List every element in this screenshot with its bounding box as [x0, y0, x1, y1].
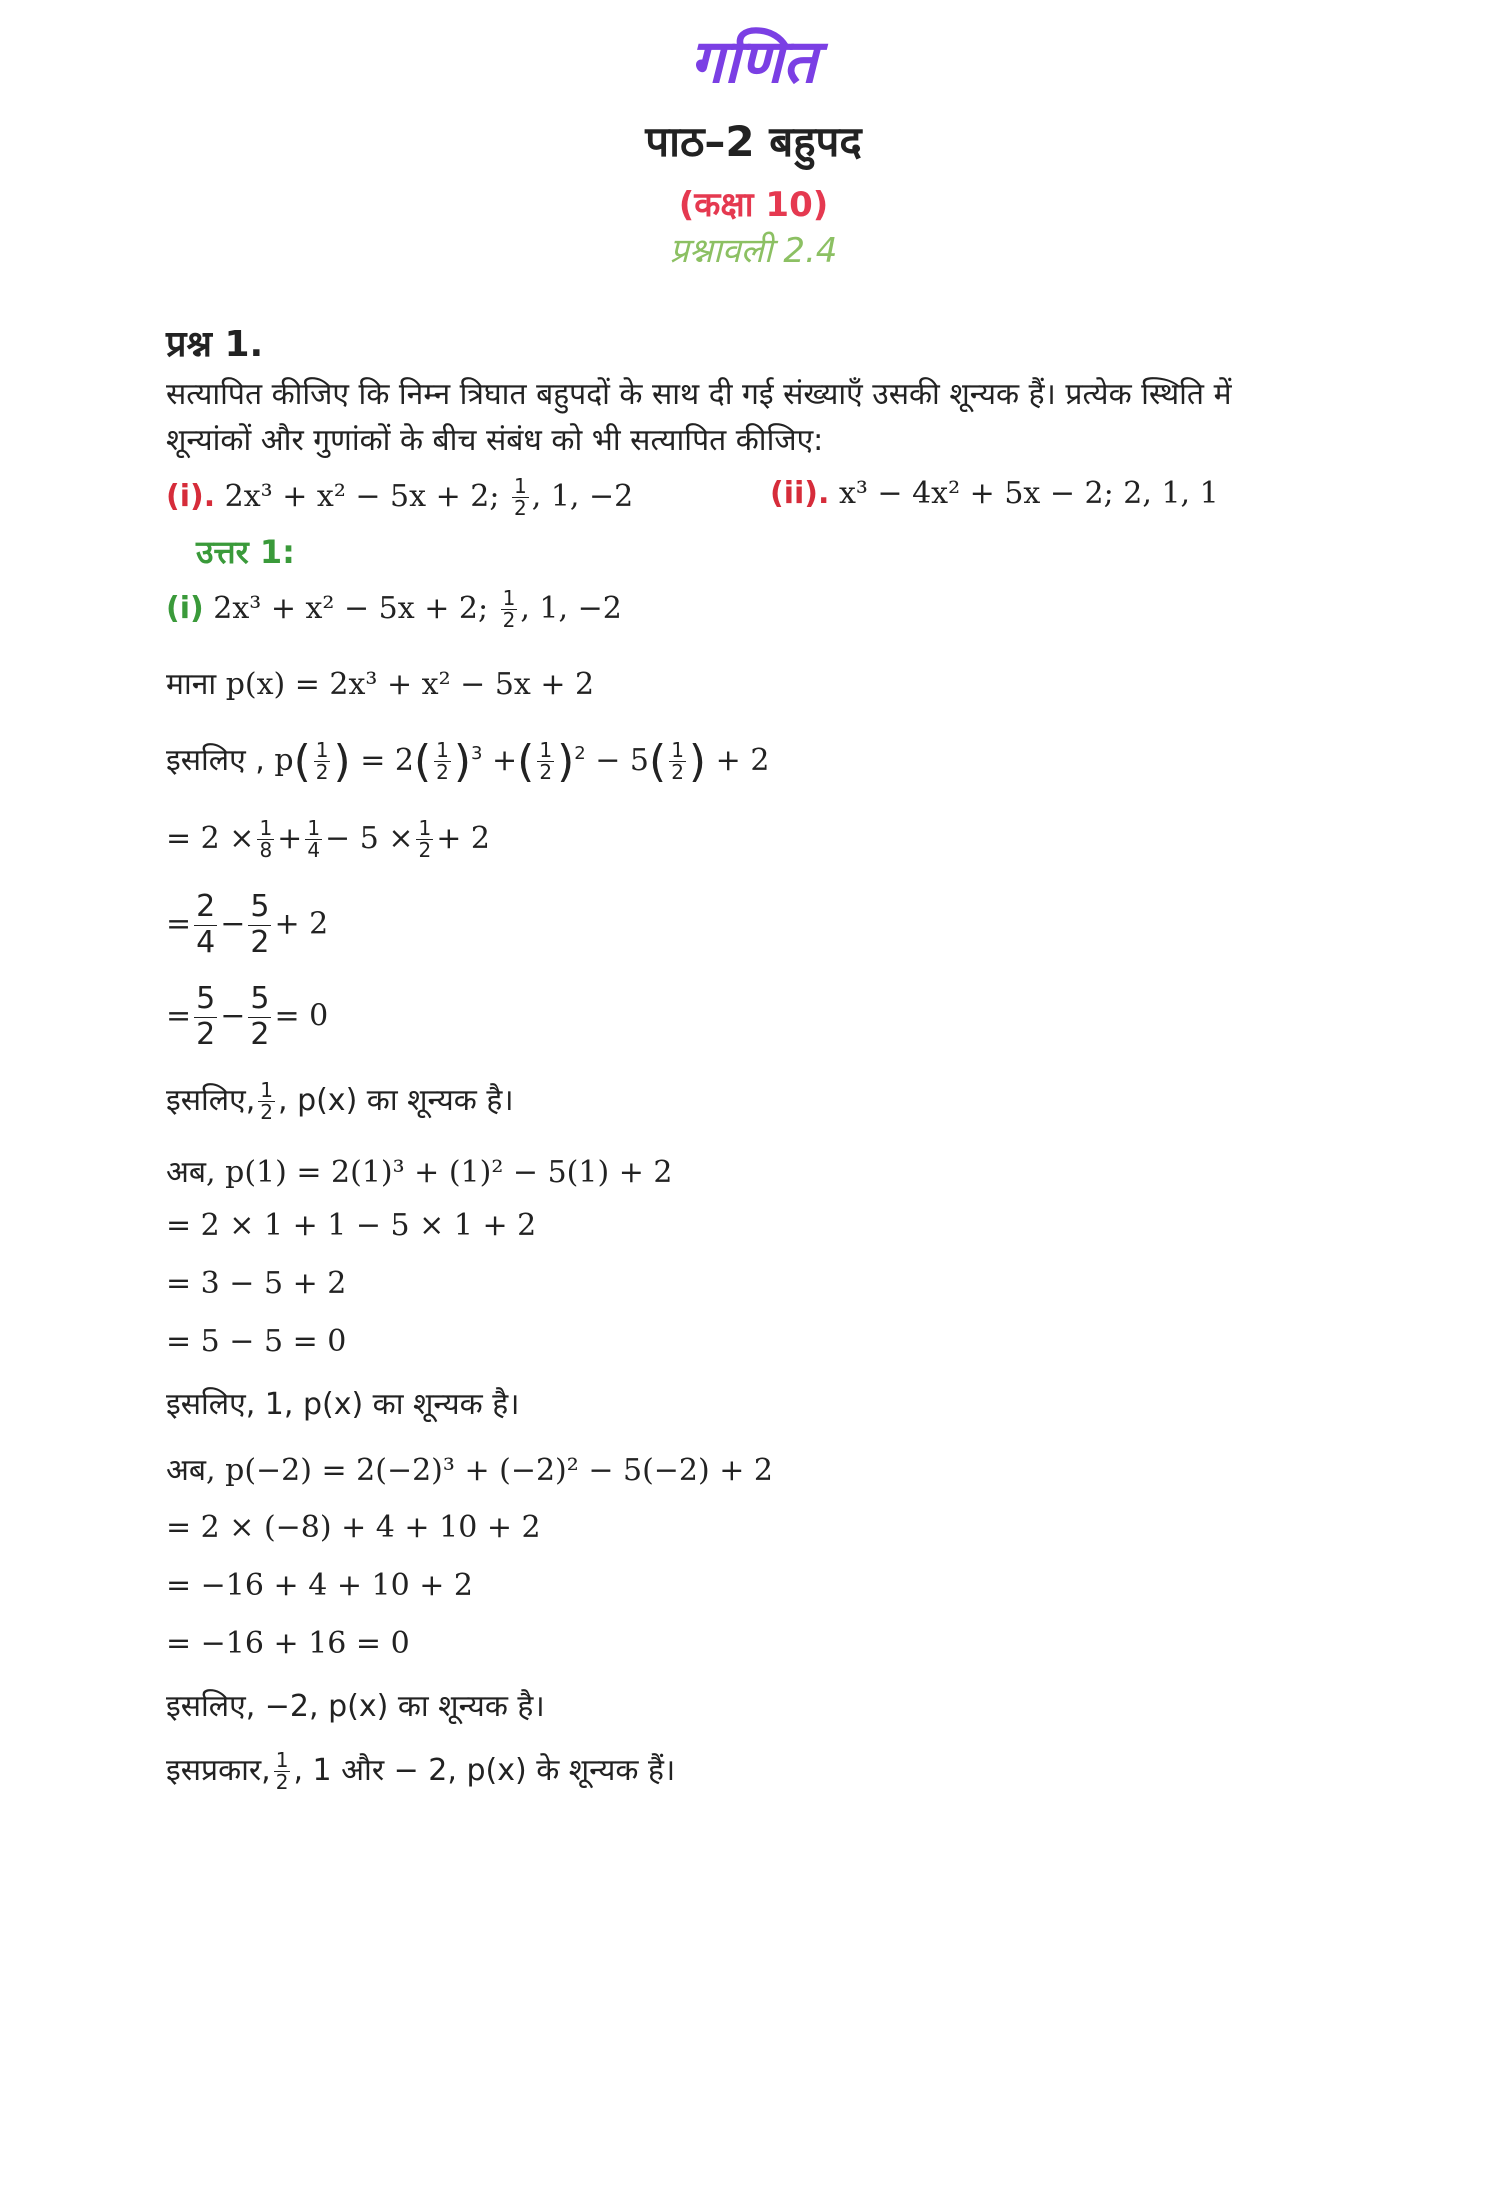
fraction-half: $\frac{1}{2}$	[539, 738, 553, 784]
calc-line-4: = 2 × (−8) + 4 + 10 + 2	[166, 1510, 541, 1545]
therefore-word: इसलिए ,	[166, 743, 265, 778]
step3-end: + 2	[274, 906, 329, 942]
fraction-half: $\frac{1}{2}$	[260, 1078, 273, 1124]
step1-minus5: − 5	[595, 743, 650, 778]
step4-line	[166, 982, 328, 1052]
fraction-five-halves: $\frac{5}{2}$	[250, 889, 270, 960]
conc1-b: p(x) का शून्यक है।	[297, 1083, 514, 1118]
step1-end: + 2	[715, 743, 770, 778]
final-b: , 1 और − 2, p(x) के शून्यक हैं।	[293, 1753, 676, 1788]
step2-d: + 2	[436, 821, 490, 856]
conclusion1-line: इसलिए, $\frac{1}{2}$ , p(x) का शून्यक है।	[166, 1078, 514, 1124]
now-p1-line: अब, p(1) = 2(1)³ + (1)² − 5(1) + 2	[166, 1155, 673, 1190]
subject-title: गणित	[690, 27, 817, 97]
calc-line-2: = 3 − 5 + 2	[166, 1266, 347, 1301]
exp-square: 2	[574, 743, 586, 764]
final-conclusion-line	[166, 1748, 675, 1793]
step4-end: = 0	[274, 998, 329, 1034]
calc-line-5: = −16 + 4 + 10 + 2	[166, 1568, 473, 1603]
step2-line	[166, 818, 490, 861]
answer-part-i	[166, 588, 622, 631]
fraction-half: $\frac{1}{2}$	[418, 816, 432, 862]
step2-c: − 5 ×	[325, 821, 414, 856]
exp-cube: 3	[471, 743, 483, 764]
fraction-half: $\frac{1}{2}$	[514, 474, 527, 520]
step4-minus: −	[220, 998, 246, 1034]
part-i-poly: 2x³ + x² − 5x + 2;	[224, 479, 500, 514]
let-line	[166, 662, 594, 703]
part-ii-text: x³ − 4x² + 5x − 2; 2, 1, 1	[838, 476, 1219, 511]
question-text-line1: सत्यापित कीजिए कि निम्न त्रिघात बहुपदों के साथ दी गई संख्याएँ उसकी शून्यक हैं। प्रत्येक स्थिति में	[166, 377, 1232, 412]
step1-eq: = 2	[360, 743, 414, 778]
question-part-ii	[770, 476, 1219, 511]
calc-line-3: = 5 − 5 = 0	[166, 1324, 347, 1359]
step3-minus: −	[220, 906, 246, 942]
step3-line	[166, 890, 328, 960]
conclusion3-line: इसलिए, −2, p(x) का शून्यक है।	[166, 1689, 545, 1724]
answer-part-zeros: , 1, −2	[520, 591, 622, 626]
fraction-five-halves: $\frac{5}{2}$	[196, 981, 216, 1052]
fraction-half: $\frac{1}{2}$	[502, 586, 516, 632]
fraction-half: $\frac{1}{2}$	[671, 738, 684, 784]
calc-line-1: = 2 × 1 + 1 − 5 × 1 + 2	[166, 1208, 537, 1243]
step3-eq: =	[166, 906, 192, 942]
step1-plus: +	[492, 743, 518, 778]
calc-line-6: = −16 + 16 = 0	[166, 1626, 410, 1661]
step4-eq: =	[166, 998, 192, 1034]
fraction-five-halves: $\frac{5}{2}$	[250, 981, 270, 1052]
fraction-half: $\frac{1}{2}$	[436, 738, 449, 784]
answer-part-poly: 2x³ + x² − 5x + 2;	[213, 591, 489, 626]
part-i-zeros: , 1, −2	[531, 479, 634, 514]
fraction-two-fourths: $\frac{2}{4}$	[196, 889, 216, 960]
part-ii-label: (ii).	[770, 476, 830, 511]
now-p-minus2-line: अब, p(−2) = 2(−2)³ + (−2)² − 5(−2) + 2	[166, 1453, 774, 1488]
question-text-line2: शून्यांकों और गुणांकों के बीच संबंध को भी सत्यापित कीजिए:	[166, 423, 824, 458]
fraction-half: $\frac{1}{2}$	[275, 1748, 289, 1794]
answer-heading: उत्तर 1:	[196, 533, 295, 571]
exercise-label: प्रश्नावली 2.4	[669, 231, 838, 271]
step1-line: इसलिए , p( $\frac{1}{2}$ ) = 2( $\frac{1}{2}$ )$^3$ +( $\frac{1}{2}$ )$^2$ − 5( $\frac{1}{2}$ ) + 2	[166, 736, 770, 787]
fraction-eighth: $\frac{1}{8}$	[259, 816, 273, 862]
fraction-half: $\frac{1}{2}$	[315, 738, 329, 784]
class-label: (कक्षा 10)	[678, 185, 829, 225]
step2-a: = 2 ×	[166, 821, 255, 856]
question-part-i	[166, 476, 633, 519]
final-a: इसप्रकार,	[166, 1753, 271, 1788]
part-i-label: (i).	[166, 479, 216, 514]
step2-b: +	[277, 821, 303, 856]
chapter-title: पाठ–2 बहुपद	[645, 117, 862, 166]
fraction-quarter: $\frac{1}{4}$	[307, 816, 321, 862]
let-expr: p(x) = 2x³ + x² − 5x + 2	[225, 667, 595, 702]
answer-part-label: (i)	[166, 591, 204, 626]
let-word: माना	[166, 667, 217, 702]
p-symbol: p	[274, 743, 294, 778]
question-heading: प्रश्न 1.	[166, 324, 264, 365]
conc1-a: इसलिए,	[166, 1083, 256, 1118]
conclusion2-line: इसलिए, 1, p(x) का शून्यक है।	[166, 1387, 520, 1422]
